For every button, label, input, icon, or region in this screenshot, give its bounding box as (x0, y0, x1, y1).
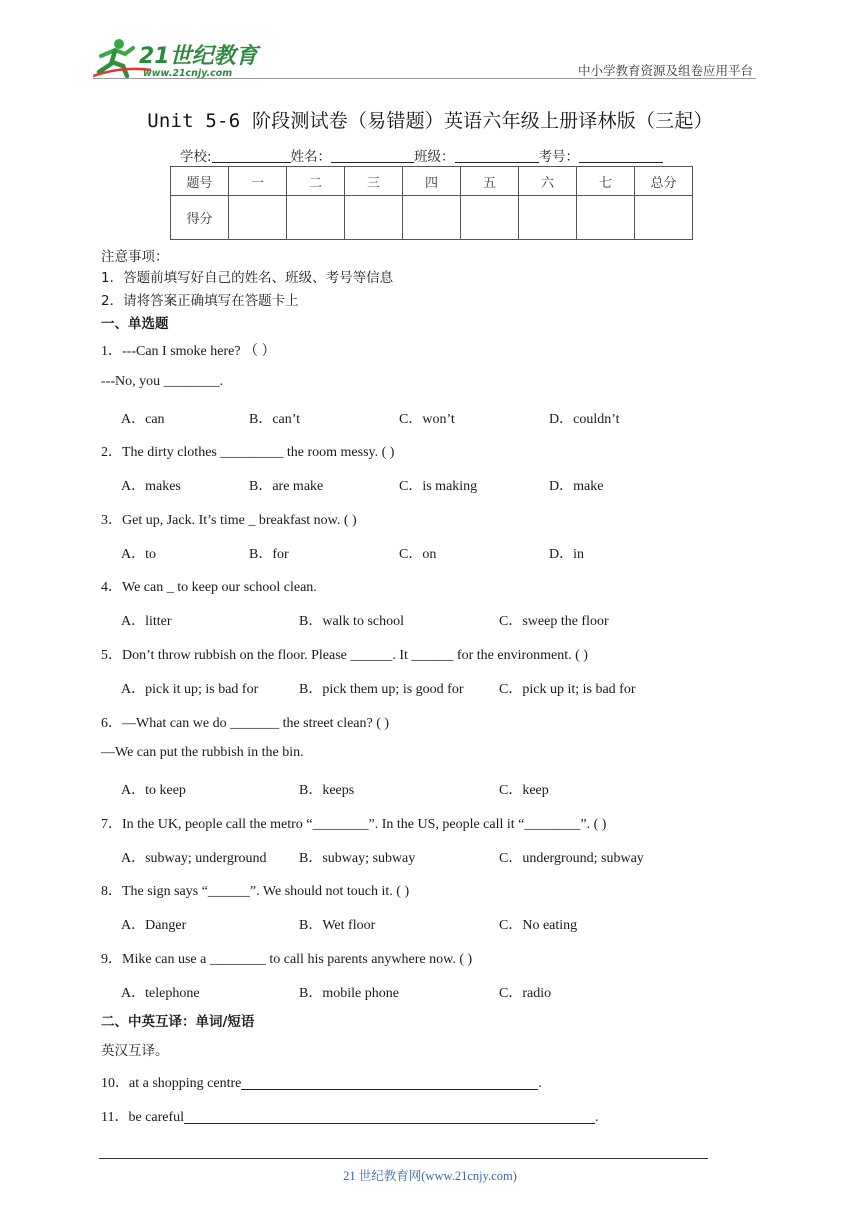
school-field[interactable] (212, 149, 291, 163)
option-b[interactable]: B．keeps (299, 783, 355, 798)
option-a[interactable]: A．can (121, 412, 165, 427)
notes-title: 注意事项： (101, 249, 169, 265)
section-instruction: 英汉互译。 (101, 1043, 169, 1059)
option-c[interactable]: C．is making (399, 479, 478, 494)
option-c[interactable]: C．pick up it; is bad for (499, 682, 636, 697)
question-text: 11．be careful (101, 1110, 185, 1125)
option-b[interactable]: B．Wet floor (299, 918, 376, 933)
question-text: 2．The dirty clothes _________ the room messy. ( ) (101, 445, 395, 460)
question-text: 7．In the UK, people call the metro “________”. In the US, people call it “________”. ( ) (101, 817, 607, 832)
score-header-cell: 二 (287, 167, 345, 196)
option-b[interactable]: B．can’t (249, 412, 301, 427)
score-cell[interactable] (403, 196, 461, 240)
score-cell[interactable] (635, 196, 693, 240)
option-b[interactable]: B．for (249, 547, 289, 562)
question-text: 10．at a shopping centre (101, 1076, 242, 1091)
name-label: 姓名： (290, 149, 332, 165)
note-item: 1．答题前填写好自己的姓名、班级、考号等信息 (101, 270, 394, 286)
score-header-cell: 五 (461, 167, 519, 196)
note-item: 2．请将答案正确填写在答题卡上 (101, 293, 299, 309)
option-b[interactable]: B．subway; subway (299, 851, 416, 866)
option-b[interactable]: B．mobile phone (299, 986, 399, 1001)
question-text: 1．---Can I smoke here? （ ） (101, 344, 276, 359)
option-b[interactable]: B．pick them up; is good for (299, 682, 464, 697)
question-text: 4．We can _ to keep our school clean. (101, 580, 317, 595)
page-footer[interactable]: 21 世纪教育网(www.21cnjy.com) (343, 1169, 517, 1183)
option-a[interactable]: A．to (121, 547, 156, 562)
score-cell[interactable] (519, 196, 577, 240)
option-a[interactable]: A．pick it up; is bad for (121, 682, 259, 697)
option-d[interactable]: D．in (549, 547, 584, 562)
name-field[interactable] (331, 149, 414, 163)
option-c[interactable]: C．underground; subway (499, 851, 644, 866)
option-a[interactable]: A．telephone (121, 986, 200, 1001)
question-text: 8．The sign says “______”. We should not touch it. ( ) (101, 884, 410, 899)
option-c[interactable]: C．radio (499, 986, 552, 1001)
option-d[interactable]: D．make (549, 479, 604, 494)
score-header-cell: 六 (519, 167, 577, 196)
platform-name: 中小学教育资源及组卷应用平台 (577, 63, 753, 78)
score-cell[interactable] (345, 196, 403, 240)
question-text: 9．Mike can use a ________ to call his parents anywhere now. ( ) (101, 952, 473, 967)
score-cell[interactable] (229, 196, 287, 240)
translation-question: 11．be careful . (101, 1110, 599, 1125)
section-title: 一、单选题 (101, 316, 169, 332)
score-header-cell: 四 (403, 167, 461, 196)
answer-line[interactable] (241, 1075, 538, 1090)
footer-divider (99, 1158, 708, 1159)
question-text: 3．Get up, Jack. It’s time _ breakfast now. ( ) (101, 513, 357, 528)
class-label: 班级： (414, 149, 455, 165)
question-text: 5．Don’t throw rubbish on the floor. Please ______. It ______ for the environment. ( ) (101, 648, 588, 663)
option-a[interactable]: A．litter (121, 614, 172, 629)
question-extra: ---No, you ________. (101, 374, 224, 389)
option-c[interactable]: C．won’t (399, 412, 455, 427)
page-title: Unit 5-6 阶段测试卷（易错题）英语六年级上册译林版（三起） (147, 110, 713, 132)
option-a[interactable]: A．makes (121, 479, 181, 494)
answer-line[interactable] (184, 1109, 595, 1124)
option-a[interactable]: A．to keep (121, 783, 186, 798)
student-info-line (180, 145, 663, 165)
option-b[interactable]: B．walk to school (299, 614, 404, 629)
exam-no-field[interactable] (579, 149, 663, 163)
score-row-label: 得分 (171, 196, 229, 240)
exam-no-label: 考号： (538, 149, 580, 165)
option-c[interactable]: C．on (399, 547, 437, 562)
score-cell[interactable] (577, 196, 635, 240)
svg-text:www.21cnjy.com: www.21cnjy.com (143, 68, 233, 79)
svg-text:21世纪教育: 21世纪教育 (139, 44, 258, 69)
option-a[interactable]: A．Danger (121, 918, 187, 933)
score-header-cell: 总分 (635, 167, 693, 196)
header-divider (93, 78, 756, 79)
question-extra: —We can put the rubbish in the bin. (101, 745, 304, 760)
question-text: 6．—What can we do _______ the street clean? ( ) (101, 716, 390, 731)
option-d[interactable]: D．couldn’t (549, 412, 620, 427)
option-c[interactable]: C．keep (499, 783, 549, 798)
score-header-cell: 三 (345, 167, 403, 196)
score-cell[interactable] (461, 196, 519, 240)
score-cell[interactable] (287, 196, 345, 240)
option-c[interactable]: C．sweep the floor (499, 614, 609, 629)
score-header-cell: 七 (577, 167, 635, 196)
option-c[interactable]: C．No eating (499, 918, 578, 933)
section-title: 二、中英互译：单词/短语 (101, 1014, 255, 1030)
option-a[interactable]: A．subway; underground (121, 851, 267, 866)
option-b[interactable]: B．are make (249, 479, 324, 494)
score-header-cell: 题号 (171, 167, 229, 196)
site-logo (93, 36, 268, 80)
score-table (170, 166, 693, 240)
page-header (0, 0, 860, 82)
class-field[interactable] (455, 149, 539, 163)
score-header-cell: 一 (229, 167, 287, 196)
school-label: 学校: (180, 149, 212, 165)
translation-question: 10．at a shopping centre . (101, 1076, 542, 1091)
